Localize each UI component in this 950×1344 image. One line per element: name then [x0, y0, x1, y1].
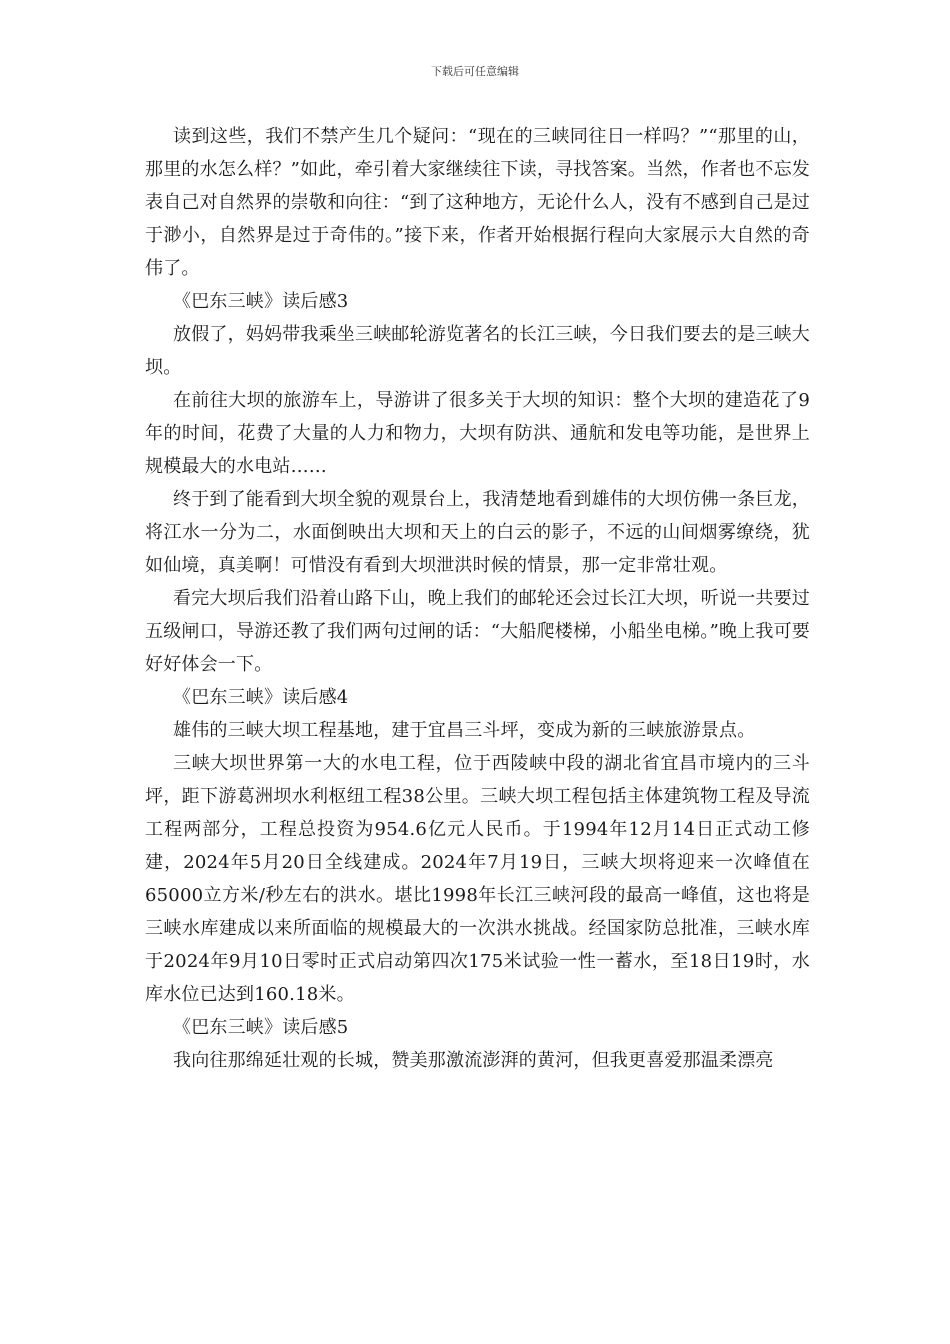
paragraph: 雄伟的三峡大坝工程基地，建于宜昌三斗坪，变成为新的三峡旅游景点。	[173, 720, 756, 741]
paragraph: 放假了，妈妈带我乘坐三峡邮轮游览著名的长江三峡，今日我们要去的是三峡大坝。	[145, 324, 810, 378]
paragraph: 我向往那绵延壮观的长城，赞美那激流澎湃的黄河，但我更喜爱那温柔漂亮	[173, 1050, 774, 1071]
paragraph: 三峡大坝世界第一大的水电工程，位于西陵峡中段的湖北省宜昌市境内的三斗坪，距下游葛洲坝水利枢纽工程38公里。三峡大坝工程包括主体建筑物工程及导流工程两部分，工程总投资为954.6亿元人民币。于1994年12月14日正式动工修建，2024年5月20日全线建成。2024年7月19日，三峡大坝将迎来一次峰值在65000立方米/秒左右的洪水。堪比1998年长江三峡河段的最高一峰值，这也将是三峡水库建成以来所面临的规模最大的一次洪水挑战。经国家防总批准，三峡水库于2024年9月10日零时正式启动第四次175米试验一性一蓄水，至18日19时，水库水位已达到160.18米。	[145, 753, 810, 1005]
page-header: 下载后可任意编辑	[431, 65, 519, 78]
paragraph: 看完大坝后我们沿着山路下山，晚上我们的邮轮还会过长江大坝，听说一共要过五级闸口，导游还教了我们两句过闸的话：“大船爬楼梯，小船坐电梯。”晚上我可要好好体会一下。	[145, 588, 811, 675]
paragraph: 终于到了能看到大坝全貌的观景台上，我清楚地看到雄伟的大坝仿佛一条巨龙，将江水一分为二，水面倒映出大坝和天上的白云的影子，不远的山间烟雾缭绕，犹如仙境，真美啊！可惜没有看到大坝泄洪时候的情景，那一定非常壮观。	[145, 489, 810, 576]
document-body	[145, 120, 810, 1077]
section-heading: 《巴东三峡》读后感4	[173, 687, 349, 708]
section-heading: 《巴东三峡》读后感3	[173, 291, 349, 312]
paragraph: 在前往大坝的旅游车上，导游讲了很多关于大坝的知识：整个大坝的建造花了9年的时间，花费了大量的人力和物力，大坝有防洪、通航和发电等功能，是世界上规模最大的水电站……	[145, 390, 810, 477]
paragraph: 读到这些，我们不禁产生几个疑问：“现在的三峡同往日一样吗？”“那里的山，那里的水怎么样？”如此，牵引着大家继续往下读，寻找答案。当然，作者也不忘发表自己对自然界的崇敬和向往：“到了这种地方，无论什么人，没有不感到自己是过于渺小，自然界是过于奇伟的。”接下来，作者开始根据行程向大家展示大自然的奇伟了。	[145, 126, 810, 279]
section-heading: 《巴东三峡》读后感5	[173, 1017, 349, 1038]
